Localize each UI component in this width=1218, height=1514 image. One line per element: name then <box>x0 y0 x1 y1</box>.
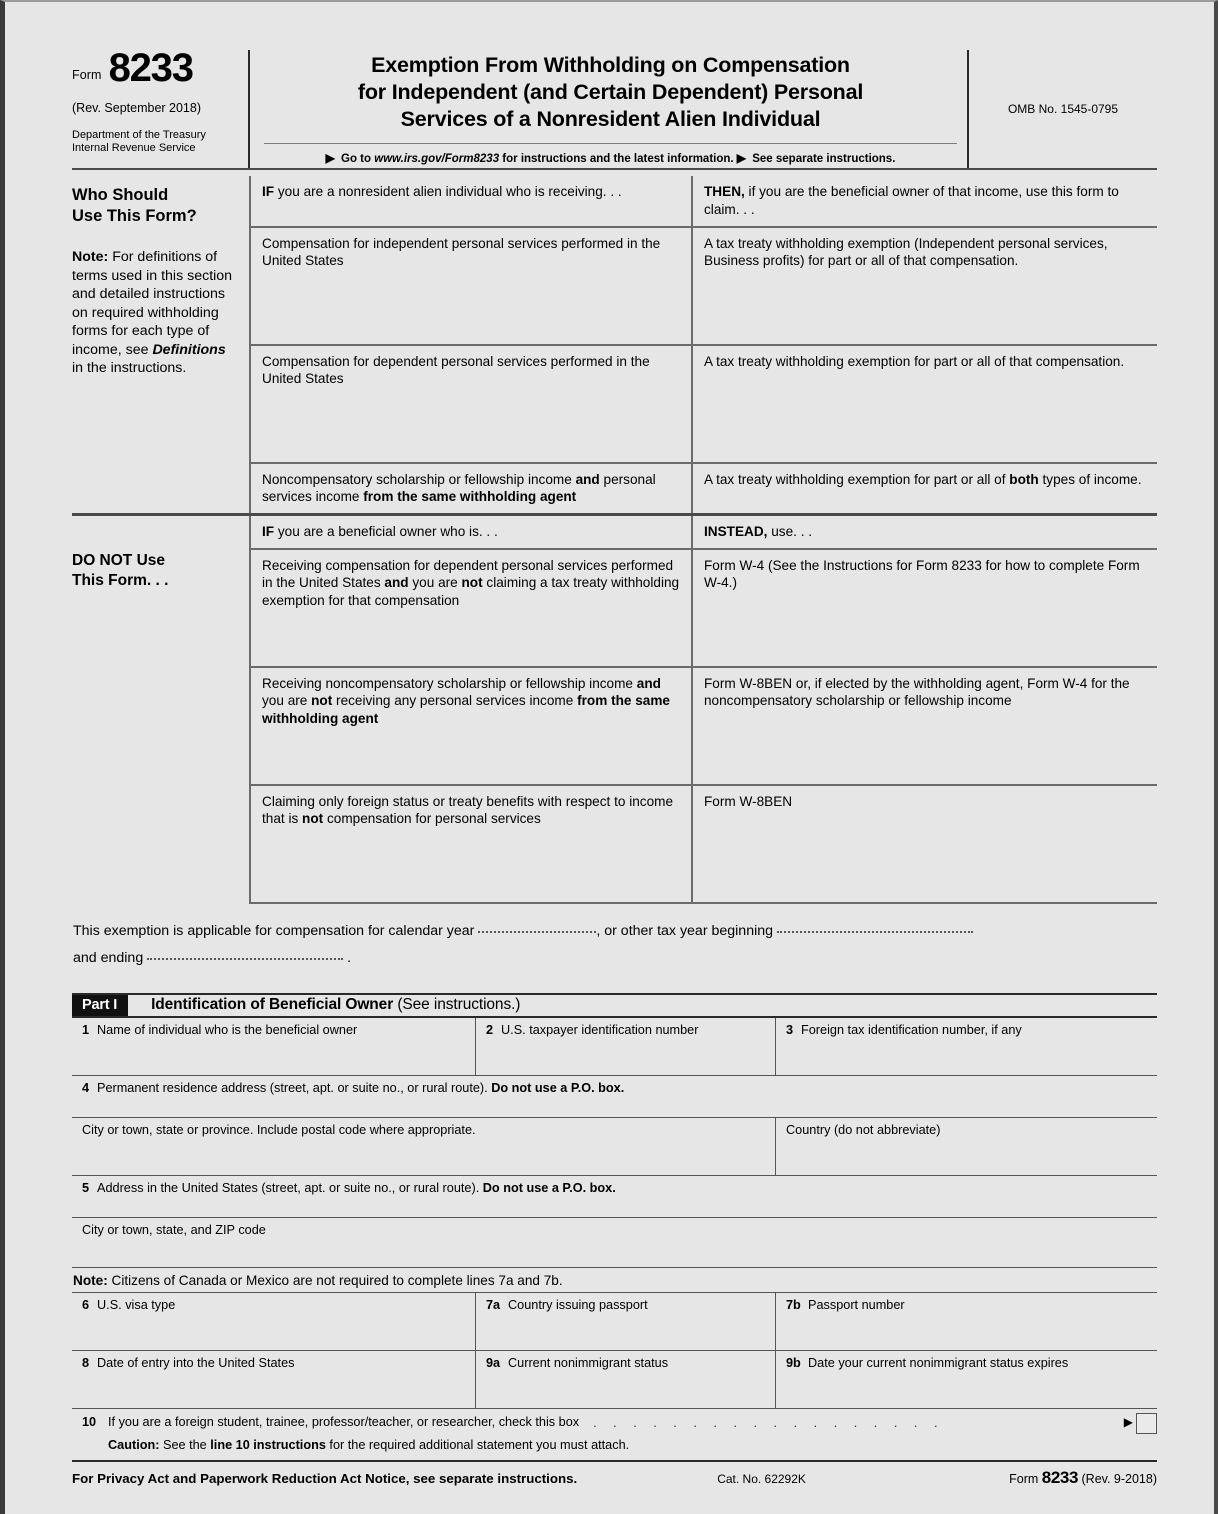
field-4-number: 4 <box>82 1080 90 1095</box>
field-9b-label: Date your current nonimmigrant status expires <box>808 1355 1069 1370</box>
field-country-label: Country (do not abbreviate) <box>786 1122 941 1137</box>
field-5-number: 5 <box>82 1180 90 1195</box>
header-rule <box>72 168 1157 170</box>
form-title-line1: Exemption From Withholding on Compensation <box>371 53 850 77</box>
form-title <box>264 50 957 133</box>
line-10-arrow-icon: ▶ <box>1123 1414 1133 1429</box>
matrix-instead-header: INSTEAD, use. . . <box>692 514 1157 548</box>
who-should-use-heading <box>72 185 239 227</box>
footer-form-label: Form <box>1009 1471 1039 1486</box>
matrix-header-row-use <box>72 176 1157 226</box>
footer-form-id <box>1009 1468 1157 1488</box>
caution-bold: Caution: <box>108 1437 160 1452</box>
field-3-foreign-tin[interactable] <box>775 1018 1157 1075</box>
footer-form-number: 8233 <box>1041 1467 1079 1487</box>
line-10-checkbox[interactable] <box>1136 1413 1157 1434</box>
field-2-label: U.S. taxpayer identification number <box>501 1022 699 1037</box>
matrix-donot-if-w8ben-a: Receiving noncompensatory scholarship or fellowship income and you are not receiving any personal services income from the same withholding agent <box>250 667 692 785</box>
who-heading-line2: Use This Form? <box>72 207 197 226</box>
matrix-then-header: THEN, if you are the beneficial owner of that income, use this form to claim. . . <box>692 176 1157 226</box>
who-should-use-cell <box>72 176 250 514</box>
field-6-label: U.S. visa type <box>97 1297 176 1312</box>
calendar-year-input[interactable] <box>478 931 596 933</box>
form-revision-date: (Rev. September 2018) <box>72 100 201 115</box>
form-footer <box>72 1460 1157 1488</box>
matrix-then-dependent: A tax treaty withholding exemption for part or all of that compensation. <box>692 345 1157 463</box>
form-title-line3: Services of a Nonresident Alien Individual <box>400 107 821 132</box>
field-us-city-zip-label: City or town, state, and ZIP code <box>82 1222 266 1237</box>
matrix-donot-if-w8ben-b: Claiming only foreign status or treaty benefits with respect to income that is not compensation for personal services <box>250 785 692 903</box>
field-7a-label: Country issuing passport <box>508 1297 648 1312</box>
do-not-use-cell <box>72 514 250 902</box>
caution-post: for the required additional statement you must attach. <box>329 1437 630 1452</box>
exemption-text-part4: . <box>347 950 352 967</box>
exemption-text-part2: , or other tax year beginning <box>596 922 774 939</box>
department-treasury: Department of the Treasury <box>72 128 206 141</box>
field-1-number: 1 <box>82 1022 90 1037</box>
field-7a-country-passport[interactable] <box>475 1293 775 1350</box>
do-not-heading-line2: This Form. . . <box>72 572 169 590</box>
field-3-label: Foreign tax identification number, if any <box>801 1022 1022 1037</box>
matrix-then-noncompensatory: A tax treaty withholding exemption for part or all of both types of income. <box>692 463 1157 515</box>
header-left-block <box>72 46 248 168</box>
field-country[interactable] <box>775 1118 1157 1175</box>
matrix-header-row-donot <box>72 514 1157 548</box>
footer-form-rev: (Rev. 9-2018) <box>1081 1471 1157 1486</box>
field-5-label: Address in the United States (street, apt. or suite no., or rural route). <box>97 1180 480 1195</box>
matrix-if-independent: Compensation for independent personal services performed in the United States <box>250 227 692 345</box>
goto-url[interactable]: www.irs.gov/Form8233 <box>374 153 500 166</box>
canada-mexico-note-bold: Note: <box>73 1272 108 1288</box>
line-10-caution <box>72 1434 1157 1458</box>
who-heading-line1: Who Should <box>72 186 169 205</box>
field-4-label: Permanent residence address (street, apt. or suite no., or rural route). <box>97 1080 488 1095</box>
line-10-number: 10 <box>82 1414 97 1429</box>
line-10-dot-leader: . . . . . . . . . . . . . . . . . . <box>593 1415 944 1430</box>
field-8-number: 8 <box>82 1355 90 1370</box>
field-4-label-bold: Do not use a P.O. box. <box>491 1080 625 1095</box>
field-7b-label: Passport number <box>808 1297 905 1312</box>
form-number: 8233 <box>108 46 193 90</box>
matrix-if-header: IF you are a nonresident alien individual who is receiving. . . <box>250 176 692 226</box>
matrix-donot-if-header: IF you are a beneficial owner who is. . . <box>250 514 692 548</box>
field-9a-label: Current nonimmigrant status <box>508 1355 669 1370</box>
field-9b-number: 9b <box>786 1355 801 1370</box>
right-arrow-icon: ▶ <box>325 151 335 166</box>
field-1-name[interactable] <box>72 1018 475 1075</box>
goto-suffix: for instructions and the latest information. <box>502 153 734 166</box>
matrix-instead-w4: Form W-4 (See the Instructions for Form 8233 for how to complete Form W-4.) <box>692 549 1157 667</box>
field-7b-passport-number[interactable] <box>775 1293 1157 1350</box>
exemption-text-part3: and ending <box>73 950 144 967</box>
form-row-us-city[interactable] <box>72 1218 1157 1268</box>
line-10-row <box>72 1409 1157 1434</box>
caution-link[interactable]: line 10 instructions <box>210 1437 326 1452</box>
matrix-instead-w8ben-a: Form W-8BEN or, if elected by the withholding agent, Form W-4 for the noncompensatory scholarship or fellowship income <box>692 667 1157 785</box>
omb-block <box>967 50 1157 168</box>
field-8-date-of-entry[interactable] <box>72 1351 475 1408</box>
form-word-label: Form <box>72 67 102 82</box>
right-arrow-icon-2: ▶ <box>736 151 747 166</box>
field-6-number: 6 <box>82 1297 90 1312</box>
field-us-city-zip[interactable] <box>72 1218 1157 1267</box>
field-2-tin[interactable] <box>475 1018 775 1075</box>
field-4-permanent-address[interactable] <box>72 1076 1157 1117</box>
form-row-6-7a-7b <box>72 1293 1157 1351</box>
matrix-if-dependent: Compensation for dependent personal services performed in the United States <box>250 345 692 463</box>
tax-year-ending-input[interactable] <box>147 958 343 960</box>
usage-matrix-table <box>72 176 1157 903</box>
field-3-number: 3 <box>786 1022 794 1037</box>
part-1-title-bold: Identification of Beneficial Owner <box>151 996 394 1014</box>
field-9a-number: 9a <box>486 1355 501 1370</box>
canada-mexico-note <box>72 1268 1157 1293</box>
field-1-label: Name of individual who is the beneficial owner <box>97 1022 358 1037</box>
form-row-8-9a-9b <box>72 1351 1157 1409</box>
caution-pre: See the <box>162 1437 207 1452</box>
field-9a-nonimmigrant-status[interactable] <box>475 1351 775 1408</box>
do-not-heading-line1: DO NOT Use <box>72 551 166 569</box>
field-5-us-address[interactable] <box>72 1176 1157 1217</box>
part-1-title <box>151 996 520 1014</box>
field-7a-number: 7a <box>486 1297 501 1312</box>
field-9b-status-expires[interactable] <box>775 1351 1157 1408</box>
matrix-donot-if-w4: Receiving compensation for dependent personal services performed in the United States and you are not claiming a tax treaty withholding exemption for that compensation <box>250 549 692 667</box>
privacy-act-notice: For Privacy Act and Paperwork Reduction Act Notice, see separate instructions. <box>72 1470 578 1486</box>
do-not-use-heading <box>72 551 239 591</box>
matrix-instead-w8ben-b: Form W-8BEN <box>692 785 1157 903</box>
field-city-province-label: City or town, state or province. Include postal code where appropriate. <box>82 1122 476 1137</box>
field-city-province[interactable] <box>72 1118 775 1175</box>
form-header <box>72 2 1157 168</box>
form-row-1-2-3 <box>72 1018 1157 1076</box>
department-irs: Internal Revenue Service <box>72 142 196 155</box>
part-1-chip: Part I <box>72 995 128 1016</box>
matrix-if-noncompensatory: Noncompensatory scholarship or fellowship income and personal services income from the same withholding agent <box>250 463 692 515</box>
matrix-then-independent: A tax treaty withholding exemption (Independent personal services, Business profits) for part or all of that compensation. <box>692 227 1157 345</box>
tax-year-beginning-input[interactable] <box>777 931 973 933</box>
goto-instructions-line <box>264 143 957 168</box>
field-8-label: Date of entry into the United States <box>97 1355 295 1370</box>
field-6-visa-type[interactable] <box>72 1293 475 1350</box>
goto-prefix: Go to <box>341 153 372 166</box>
catalog-number: Cat. No. 62292K <box>717 1471 806 1486</box>
form-row-5-us-address[interactable] <box>72 1176 1157 1218</box>
header-title-block <box>248 50 967 168</box>
form-title-line2: for Independent (and Certain Dependent) Personal <box>357 80 864 105</box>
field-5-label-bold: Do not use a P.O. box. <box>482 1180 616 1195</box>
exemption-text-part1: This exemption is applicable for compensation for calendar year <box>73 922 475 939</box>
field-7b-number: 7b <box>786 1297 801 1312</box>
form-row-city-country <box>72 1118 1157 1176</box>
definitions-note: Note: For definitions of terms used in this section and detailed instructions on required withholding forms for each type of income, see Definitions in the instructions. <box>72 249 233 377</box>
part-1-title-light: (See instructions.) <box>397 996 521 1014</box>
omb-number: OMB No. 1545-0795 <box>1007 102 1119 117</box>
goto-separate-instructions: See separate instructions. <box>752 153 896 166</box>
field-2-number: 2 <box>486 1022 494 1037</box>
canada-mexico-note-text: Citizens of Canada or Mexico are not required to complete lines 7a and 7b. <box>111 1272 563 1288</box>
department-block <box>72 129 240 159</box>
form-row-4-address[interactable] <box>72 1076 1157 1118</box>
exemption-applicability-line <box>72 918 1157 973</box>
form-sheet <box>72 2 1157 1488</box>
line-10-text: If you are a foreign student, trainee, professor/teacher, or researcher, check this box <box>108 1414 580 1429</box>
part-1-header-bar <box>72 993 1157 1018</box>
